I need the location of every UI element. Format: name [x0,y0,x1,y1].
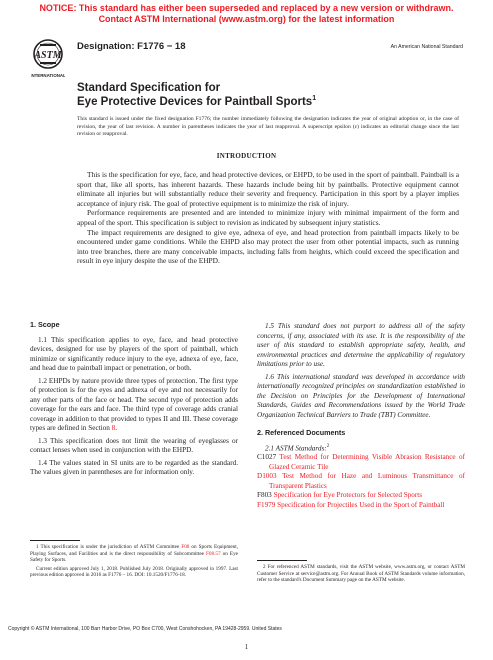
footnote-rule [257,560,307,561]
reference-item[interactable] [257,501,465,511]
copyright-footer: Copyright © ASTM International, 100 Barr Harbor Drive, PO Box C700, West Conshohocken, PA 19428-2959. United States [8,626,282,632]
scope-1-1: 1.1 This specification applies to eye, face, and head protective devices, designed for use by players of the sport of paintball, which minimize or significantly reduce injury to the eye, adnexa of eye, face, and head due to paintball impact or penetration, or both. [30,335,238,372]
publisher-note: An American National Standard [390,44,463,50]
footnote-1-text-b: on Sports Equipment, Playing Surfaces, and Facilities and is the direct responsibility of Subcommittee [30,544,238,557]
scope-1-2-end: . [115,424,118,432]
footnote-1-text-c: on Eye Safety for Sports. [30,550,238,564]
f08-link[interactable]: F08 [181,544,190,550]
scope-1-2-text: 1.2 EHPDs by nature provide three types of protection. The first type of protection is for the eyes and adnexa of eye and not necessarily for any other parts of the face or head. The second type of protection adds coverage for the ears and face. The third type of coverage adds cranial coverage in addition to that provided to types II and III. These coverage types are defined in Section [30,376,238,432]
reference-title: Specification for Projectiles Used in the Sport of Paintball [275,500,445,509]
reference-code: D1003 [257,472,277,481]
footnote-1 [30,544,238,564]
intro-paragraph: The impact requirements are designed to give eye, adnexa of eye, and head protection from paintball impacts likely to be encountered under game conditions. While the EHPD also may protect the user from other potential impacts, such as running into tree branches, there are many conceivable impacts, including falls from heights, which could exceed the specification and result in eye injury despite the use of the EHPD. [77,227,459,266]
introduction-body [77,170,459,266]
footnotes-right [257,560,465,584]
supersede-notice [0,3,493,24]
reference-title: Test Method for Haze and Luminous Transmittance of Transparent Plastics [269,472,465,490]
reference-title: Specification for Eye Protectors for Selected Sports [271,491,423,500]
reference-item[interactable] [257,453,465,472]
astm-logo-icon [31,36,65,80]
notice-line-2: Contact ASTM International (www.astm.org) for the latest information [98,13,395,24]
reference-item[interactable] [257,472,465,491]
introduction-heading: INTRODUCTION [216,152,277,160]
section-8-link[interactable]: 8 [111,424,116,432]
scope-1-6: 1.6 This international standard was developed in accordance with internationally recognized principles on standardization established in the Decision on Principles for the Development of International Standards, Guides and Recommendations issued by the World Trade Organization Technical Barriers to Trade (TBT) Committee. [257,372,465,419]
page-number: 1 [244,643,249,651]
footnotes-left [30,540,238,579]
scope-1-4: 1.4 The values stated in SI units are to be regarded as the standard. The values given in parentheses are for information only. [30,458,238,476]
logo-text: INTERNATIONAL [31,73,65,78]
title-line-2 [77,95,316,108]
reference-title: Test Method for Determining Visible Abrasion Resistance of Glazed Ceramic Tile [269,453,465,471]
title-line-1: Standard Specification for [77,82,221,94]
intro-paragraph: Performance requirements are presented and are intended to minimize injury with minimal impairment of the form and appeal of the sport. This specification is subject to revision as indicated by subsequent injury statistics. [77,208,459,227]
f08-57-link[interactable]: F08.57 [206,550,221,557]
scope-heading: 1. Scope [30,320,60,329]
right-column [257,322,465,510]
scope-1-3: 1.3 This specification does not limit the wearing of eyeglasses or contact lenses when used in conjunction with the EHPD. [30,436,238,454]
referenced-heading: 2. Referenced Documents [257,428,346,437]
astm-standards-text: 2.1 ASTM Standards: [265,443,327,452]
footnote-rule [30,540,80,541]
astm-standards-marker: 2 [326,443,330,449]
designation: Designation: F1776 − 18 [77,41,186,52]
svg-text:ASTM: ASTM [34,50,62,61]
intro-paragraph: This is the specification for eye, face, and head protective devices, or EHPD, to be used in the sport of paintball. Paintball is a sport that, like all sports, has inherent hazards. These hazards include being hit by paintballs. Protective equipment cannot eliminate all injuries but will substantially reduce their severity and frequency. Participation in this sport by a player implies acceptance of injury risk. The goal of protective equipment is to minimize the risk of injury. [77,170,459,208]
astm-standards-label [257,442,465,454]
scope-1-5: 1.5 This standard does not purport to address all of the safety concerns, if any, associated with its use. It is the responsibility of the user of this standard to establish appropriate safety, health, and environmental practices and determine the applicability of regulatory limitations prior to use. [257,322,465,368]
notice-line-1: NOTICE: This standard has either been superseded and replaced by a new version or withdrawn. [39,3,454,13]
left-column [30,320,238,478]
footnote-2: 2 For referenced ASTM standards, visit the ASTM website, www.astm.org, or contact ASTM Customer Service at service@astm.org. For Annual Book of ASTM Standards volume information, refer to the standard's Document Summary page on the ASTM website. [257,564,465,584]
title-text: Eye Protective Devices for Paintball Sports [77,95,313,108]
footnote-1-current: Current edition approved July 1, 2018. Published July 2018. Originally approved in 1997. Last previous edition approved in 2016 as F1776 – 16. DOI: 10.1520/F1776-18. [30,565,238,579]
reference-code: F803 [257,491,272,500]
footnote-1-text: 1 This specification is under the jurisdiction of ASTM Committee [36,544,182,550]
title-footnote-marker: 1 [312,95,317,102]
reference-code: F1979 [257,500,276,509]
issued-note: This standard is issued under the fixed designation F1776; the number immediately following the designation indicates the year of original adoption or, in the case of revision, the year of last revision. A number in parentheses indicates the year of last reapproval. A superscript epsilon (ε) indicates an editorial change since the last revision or reapproval. [77,116,459,138]
reference-item[interactable] [257,491,465,501]
reference-code: C1027 [257,453,277,462]
scope-1-2 [30,377,238,434]
